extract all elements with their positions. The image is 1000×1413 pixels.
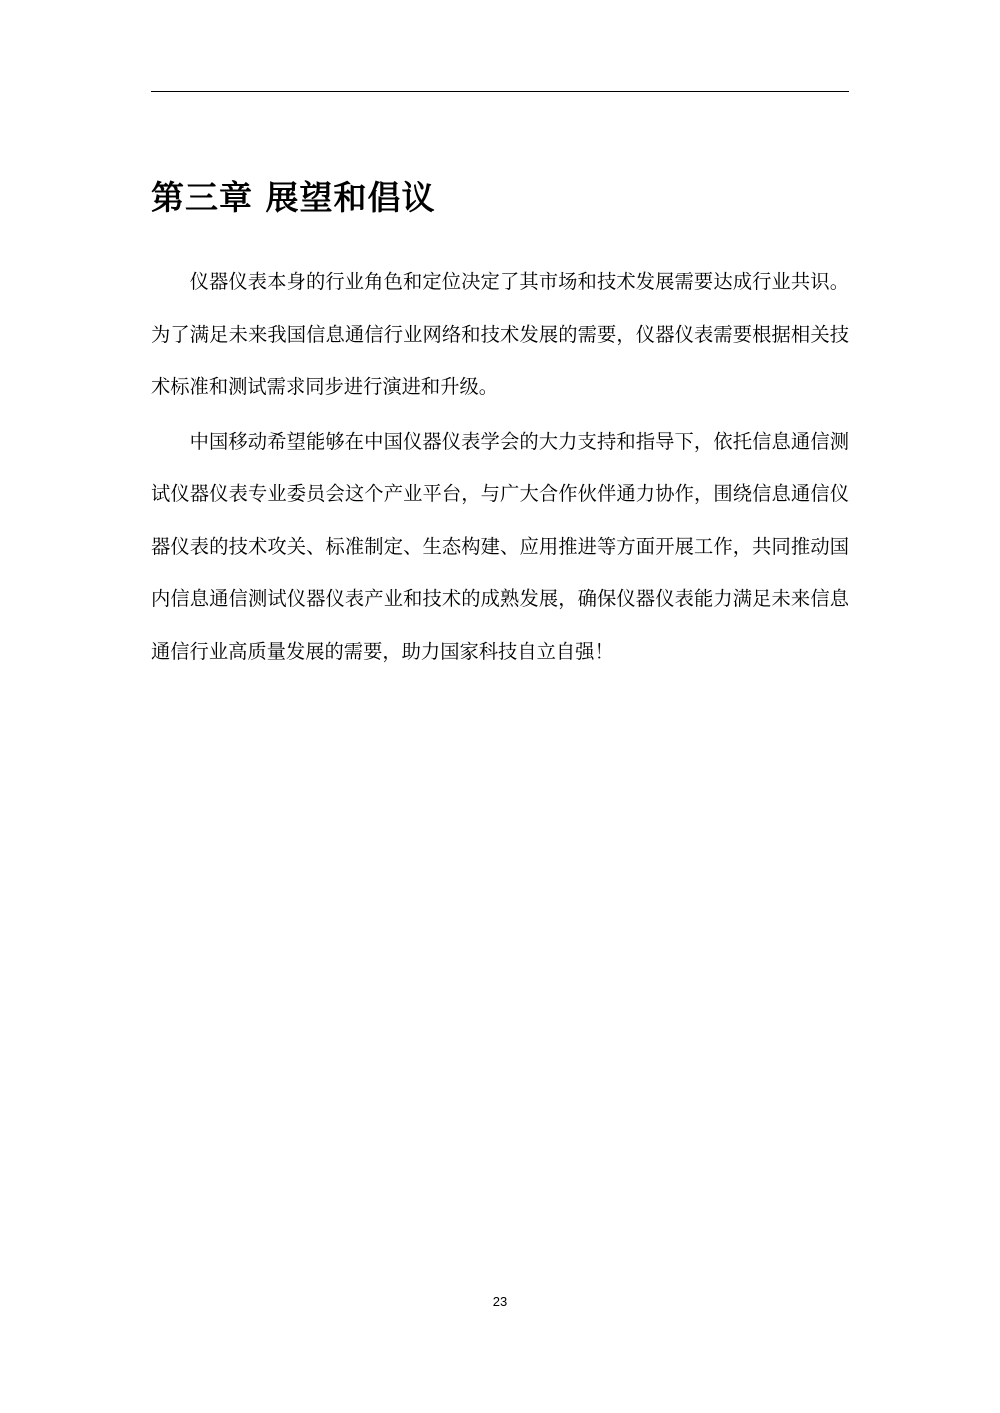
paragraph-initiative: 中国移动希望能够在中国仪器仪表学会的大力支持和指导下，依托信息通信测试仪器仪表专业委员会这个产业平台，与广大合作伙伴通力协作，围绕信息通信仪器仪表的技术攻关、标准制定、生态构建、应用推进等方面开展工作，共同推动国内信息通信测试仪器仪表产业和技术的成熟发展，确保仪器仪表能力满足未来信息通信行业高质量发展的需要，助力国家科技自立自强！ [151, 429, 849, 663]
body-text [151, 256, 849, 680]
page-number: 23 [492, 1294, 508, 1309]
paragraph-intro: 仪器仪表本身的行业角色和定位决定了其市场和技术发展需要达成行业共识。为了满足未来我国信息通信行业网络和技术发展的需要，仪器仪表需要根据相关技术标准和测试需求同步进行演进和升级。 [151, 270, 849, 398]
header-rule [151, 91, 849, 92]
chapter-title: 第三章 展望和倡议 [151, 178, 436, 217]
